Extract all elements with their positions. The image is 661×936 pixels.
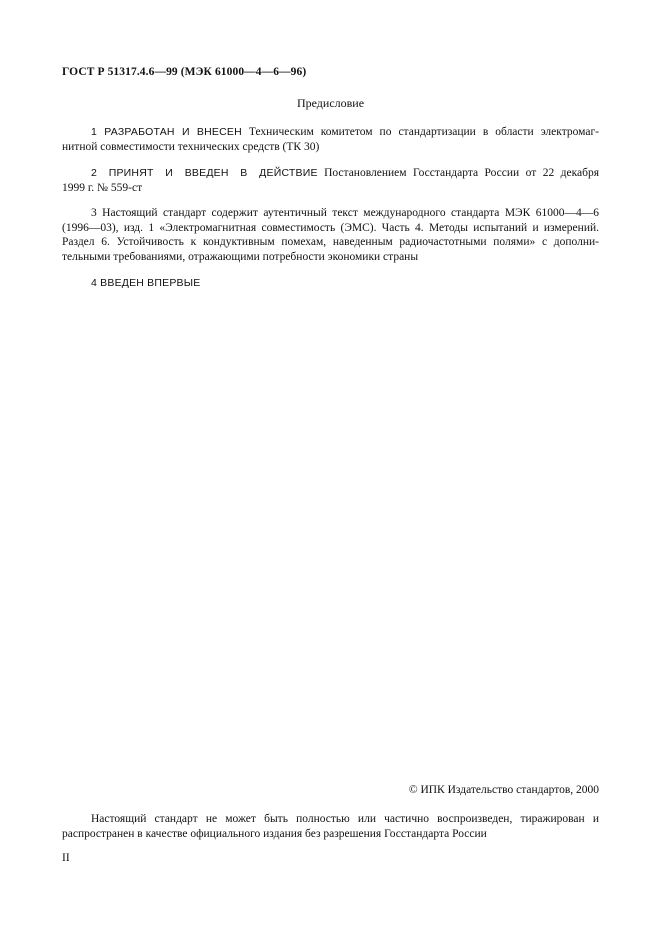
item-2-line-1 xyxy=(62,166,599,181)
item-2 xyxy=(62,166,599,195)
item-3 xyxy=(62,206,599,264)
item-2-lead: 2 ПРИНЯТ И ВВЕДЕН В ДЕЙСТВИЕ xyxy=(91,167,318,179)
notice-line-1: Настоящий стандарт не может быть полностью или частично воспроизведен, тиражирован и xyxy=(91,813,599,825)
item-3-line-4: тельными требованиями, отражающими потребности экономики страны xyxy=(62,250,419,263)
item-1-text-1: Техническим комитетом по стандартизации в области электромаг- xyxy=(241,126,599,138)
item-1-lead: 1 РАЗРАБОТАН И ВНЕСЕН xyxy=(91,126,242,138)
item-3-line-1: 3 Настоящий стандарт содержит аутентичный текст международного стандарта МЭК 61000—4—6 xyxy=(91,207,599,219)
item-1-line-2: нитной совместимости технических средств (ТК 30) xyxy=(62,140,320,153)
page-title-text: Предисловие xyxy=(296,96,365,110)
page-number: II xyxy=(62,852,70,864)
item-1-line-1 xyxy=(62,125,599,140)
item-2-line-2: 1999 г. № 559-ст xyxy=(62,181,143,194)
copyright-line: © ИПК Издательство стандартов, 2000 xyxy=(408,784,599,796)
item-2-text-1: Постановлением Госстандарта России от 22 декабря xyxy=(317,167,600,179)
item-4-line-1 xyxy=(62,276,599,291)
reproduction-notice xyxy=(62,812,599,841)
item-4 xyxy=(62,276,599,291)
standard-designation: ГОСТ Р 51317.4.6—99 (МЭК 61000—4—6—96) xyxy=(62,66,307,78)
item-3-line-2: (1996—03), изд. 1 «Электромагнитная совместимость (ЭМС). Часть 4. Методы испытаний и измерений. xyxy=(62,221,599,234)
page-title xyxy=(0,96,661,111)
notice-line-2: распространен в качестве официального издания без разрешения Госстандарта России xyxy=(62,827,487,840)
item-4-lead: 4 ВВЕДЕН ВПЕРВЫЕ xyxy=(91,277,201,289)
item-1 xyxy=(62,125,599,154)
item-3-line-3: Раздел 6. Устойчивость к кондуктивным помехам, наведенным радиочастотными полями» с дополни- xyxy=(62,236,599,249)
